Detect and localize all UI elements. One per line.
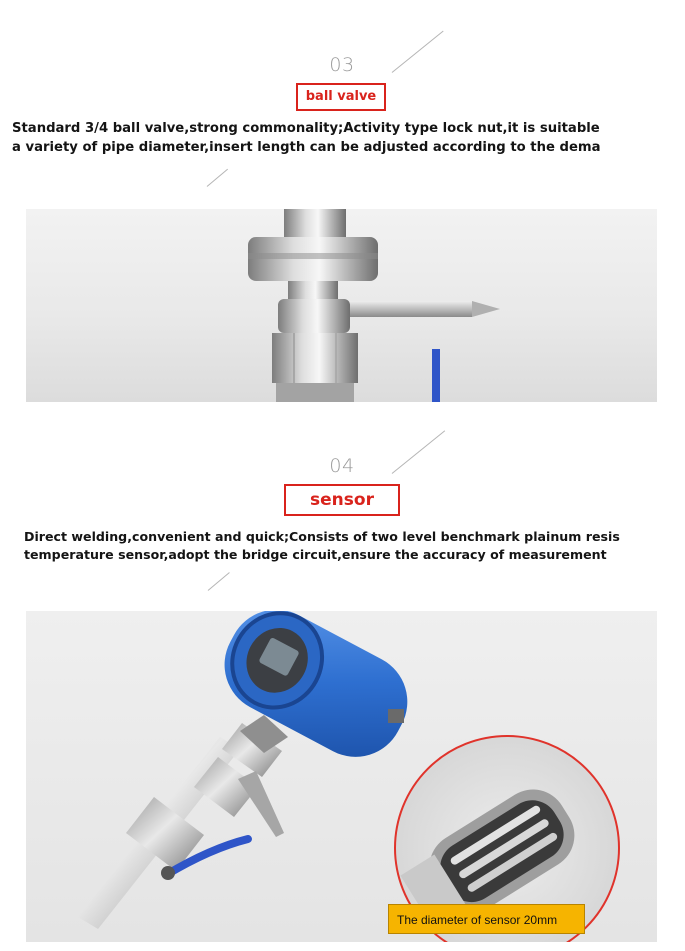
decorative-slash-bottom [207, 169, 228, 187]
sensor-photo [26, 611, 657, 942]
section-description-line: a variety of pipe diameter,insert length can be adjusted according to the dema [12, 140, 601, 155]
section-number: 04 [329, 455, 355, 477]
sensor-diameter-note: The diameter of sensor 20mm [388, 904, 585, 934]
decorative-slash-top [392, 31, 444, 73]
section-description-line: temperature sensor,adopt the bridge circuit,ensure the accuracy of measurement [24, 547, 607, 562]
decorative-slash-top [392, 430, 445, 474]
section-description-line: Direct welding,convenient and quick;Consists of two level benchmark plainum resis [24, 529, 620, 544]
ball-valve-photo [26, 209, 657, 402]
section-description-line: Standard 3/4 ball valve,strong commonality;Activity type lock nut,it is suitable [12, 121, 600, 136]
decorative-slash-bottom [208, 572, 230, 591]
section-number: 03 [329, 54, 355, 76]
section-title: ball valve [296, 83, 386, 111]
section-title: sensor [284, 484, 400, 516]
ball-valve-image [26, 209, 657, 402]
sensor-transmitter-image [26, 611, 657, 942]
